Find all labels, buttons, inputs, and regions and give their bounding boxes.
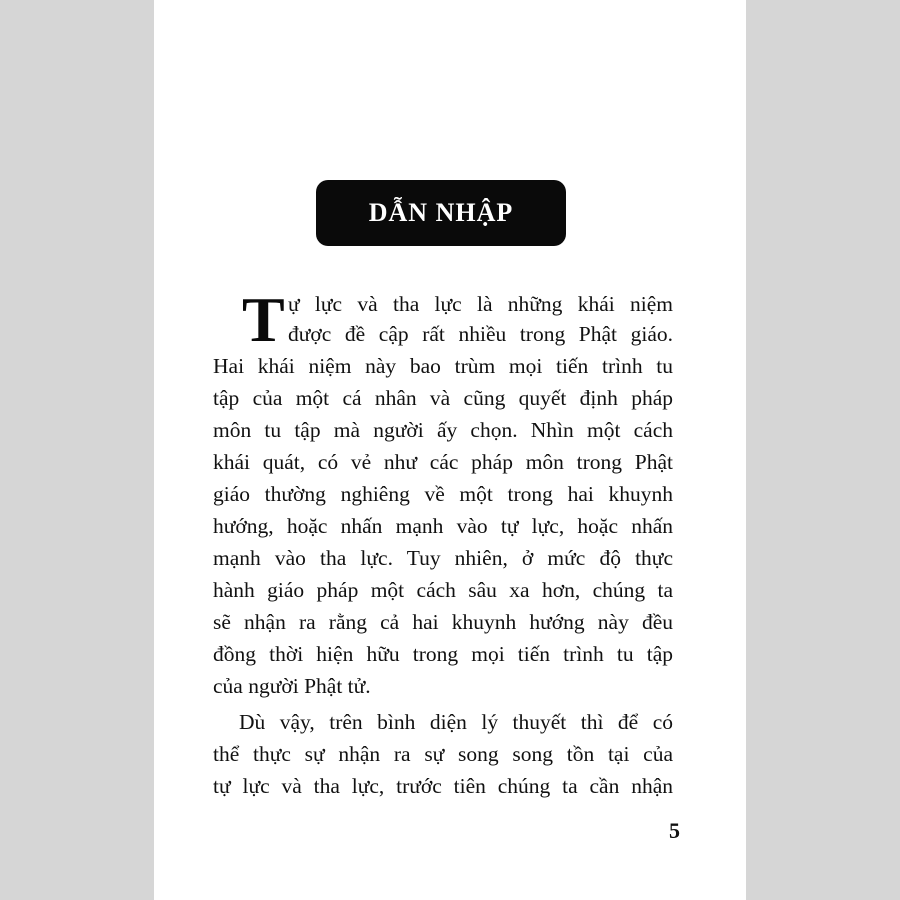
- paragraph1-line: của người Phật tử.: [213, 674, 371, 698]
- book-page: [154, 0, 746, 900]
- paragraph1-line: môn tu tập mà người ấy chọn. Nhìn một cách: [213, 418, 673, 442]
- paragraph1-line: mạnh vào tha lực. Tuy nhiên, ở mức độ thực: [213, 546, 673, 570]
- paragraph1-line: tập của một cá nhân và cũng quyết định pháp: [213, 386, 673, 410]
- paragraph1-line: hành giáo pháp một cách sâu xa hơn, chúng ta: [213, 578, 673, 602]
- paragraph1-line: đồng thời hiện hữu trong mọi tiến trình tu tập: [213, 642, 673, 666]
- chapter-heading-box: [316, 180, 566, 246]
- page-number: 5: [669, 818, 680, 843]
- paragraph2-line: tự lực và tha lực, trước tiên chúng ta cần nhận: [213, 774, 673, 798]
- paragraph1-line: ự lực và tha lực là những khái niệm: [288, 292, 673, 316]
- paragraph1-line: Hai khái niệm này bao trùm mọi tiến trình tu: [213, 354, 673, 378]
- paragraph1-line: sẽ nhận ra rằng cả hai khuynh hướng này đều: [213, 610, 673, 634]
- paragraph1-line: giáo thường nghiêng về một trong hai khuynh: [213, 482, 673, 506]
- paragraph1-line: hướng, hoặc nhấn mạnh vào tự lực, hoặc nhấn: [213, 514, 673, 538]
- paragraph1-line: khái quát, có vẻ như các pháp môn trong Phật: [213, 450, 673, 474]
- paragraph2-line: thể thực sự nhận ra sự song song tồn tại của: [213, 742, 673, 766]
- drop-cap: T: [242, 284, 285, 355]
- paragraph1-line: được đề cập rất nhiều trong Phật giáo.: [288, 322, 673, 346]
- chapter-title: DẪN NHẬP: [368, 198, 514, 227]
- paragraph2-line: Dù vậy, trên bình diện lý thuyết thì để có: [239, 710, 673, 734]
